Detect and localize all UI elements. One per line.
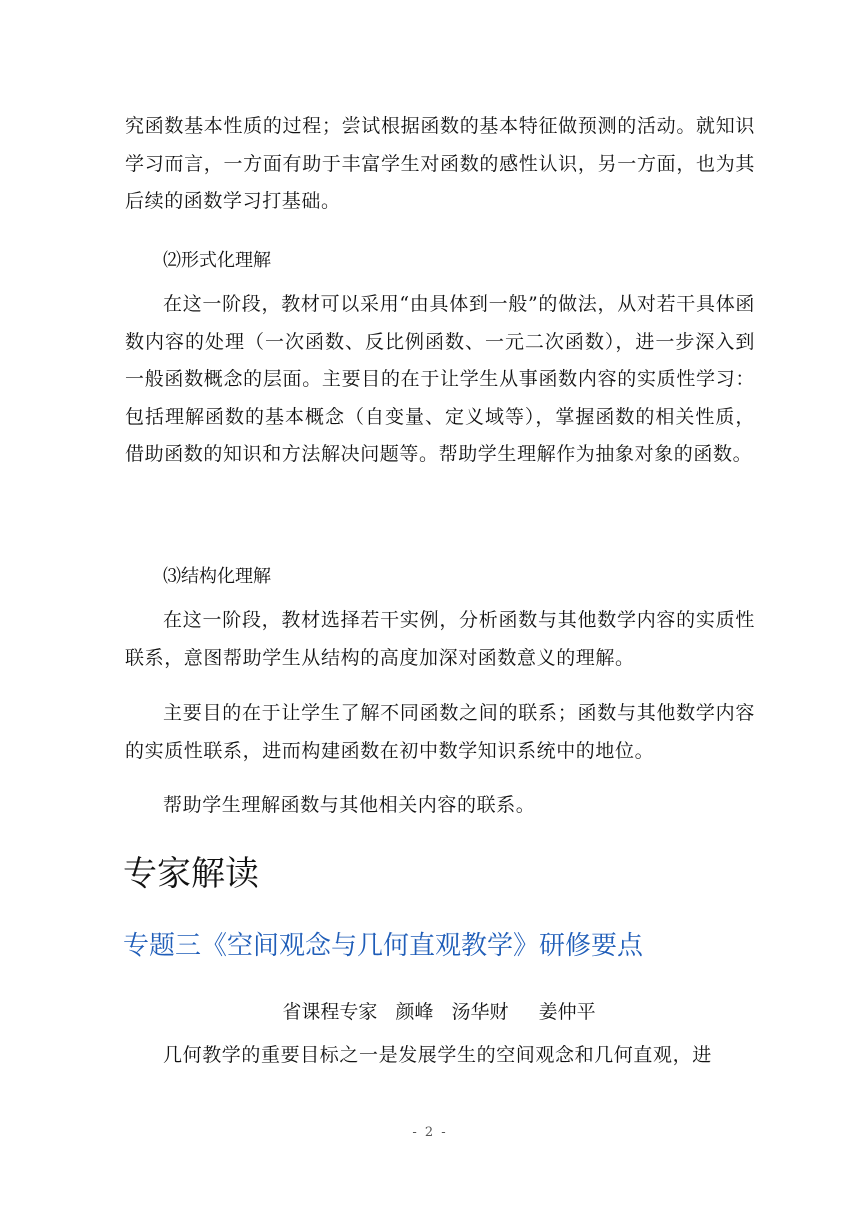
paragraph-1: 究函数基本性质的过程；尝试根据函数的基本特征做预测的活动。就知识学习而言，一方面有助于丰富学生对函数的感性认识，另一方面，也为其后续的函数学习打基础。 (125, 115, 755, 212)
author-name: 姜仲平 (538, 1001, 596, 1023)
page-number: - 2 - (412, 1125, 448, 1140)
paragraph-5: 帮助学生理解函数与其他相关内容的联系。 (163, 794, 536, 816)
subheading-structural-understanding: ⑶结构化理解 (163, 566, 271, 587)
topic-title: 专题三《空间观念与几何直观教学》研修要点 (123, 931, 644, 961)
section-title: 专家解读 (123, 854, 259, 894)
paragraph-1-block (125, 108, 755, 221)
subheading-formal-understanding: ⑵形式化理解 (163, 250, 271, 271)
author-name: 汤华财 (451, 1001, 509, 1023)
paragraph-3: 在这一阶段，教材选择若干实例，分析函数与其他数学内容的实质性联系，意图帮助学生从结构的高度加深对函数意义的理解。 (125, 609, 755, 669)
paragraph-5-block (125, 787, 755, 825)
author-name: 颜峰 (395, 1001, 434, 1023)
author-role: 省课程专家 (282, 1001, 378, 1023)
paragraph-2-block (125, 286, 755, 474)
paragraph-4-block (125, 695, 755, 770)
intro-paragraph: 几何教学的重要目标之一是发展学生的空间观念和几何直观，进 (163, 1044, 712, 1066)
intro-paragraph-block (125, 1037, 755, 1075)
paragraph-4: 主要目的在于让学生了解不同函数之间的联系；函数与其他数学内容的实质性联系，进而构建函数在初中数学知识系统中的地位。 (125, 702, 755, 762)
paragraph-2: 在这一阶段，教材可以采用“由具体到一般”的做法，从对若干具体函数内容的处理（一次函数、反比例函数、一元二次函数），进一步深入到一般函数概念的层面。主要目的在于让学生从事函数内容的实质性学习：包括理解函数的基本概念（自变量、定义域等），掌握函数的相关性质，借助函数的知识和方法解决问题等。帮助学生理解作为抽象对象的函数。 (125, 293, 755, 465)
author-line (0, 997, 860, 1027)
paragraph-3-block (125, 602, 755, 677)
